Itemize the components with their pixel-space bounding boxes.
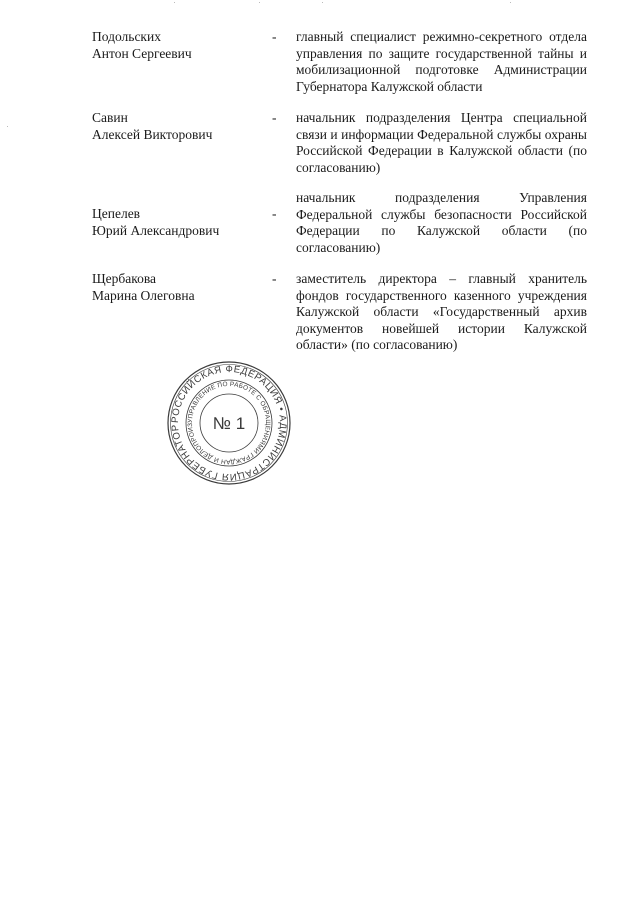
member-position: главный специалист режимно-секретного отдела управления по защите государственной тайны и мобилизационной подготовке Администрации Губернатора Калужской области [296,29,587,94]
member-position: заместитель директора – главный хранитель фондов государственного казенного учреждения Калужской области «Государственный архив документов новейшей истории Калужской области» (по согласованию) [296,271,587,352]
member-surname: Савин [92,110,128,125]
seal-number: № 1 [212,414,246,433]
seal-outer-text: РОССИЙСКАЯ ФЕДЕРАЦИЯ • АДМИНИСТРАЦИЯ ГУБЕРНАТОР [169,363,289,483]
member-given-names: Антон Сергеевич [92,45,192,61]
member-name [92,271,262,304]
member-given-names: Алексей Викторович [92,126,213,142]
scan-speck [174,2,175,3]
scan-speck [322,2,323,3]
member-surname: Щербакова [92,271,157,286]
member-given-names: Марина Олеговна [92,287,195,303]
scan-speck [510,2,511,3]
scan-speck [259,2,260,3]
member-position: начальник подразделения Центра специальной связи и информации Федеральной службы охраны Российской Федерации в Калужской области (по согласованию) [296,110,587,175]
member-surname: Подольских [92,29,161,44]
member-name [92,110,262,143]
official-seal [166,360,292,486]
scan-speck [7,126,8,127]
member-dash: - [272,29,277,44]
member-given-names: Юрий Александрович [92,222,220,238]
member-dash: - [272,206,277,221]
seal-inner-text: УПРАВЛЕНИЕ ПО РАБОТЕ С ОБРАЩЕНИЯМИ ГРАЖДАН И ДЕЛОПРОИЗ [186,380,272,466]
member-name [92,29,262,62]
member-dash: - [272,271,277,286]
member-dash: - [272,110,277,125]
member-name [92,206,262,239]
seal-graphic [166,360,292,486]
member-surname: Цепелев [92,206,141,221]
member-position: начальник подразделения Управления Федеральной службы безопасности Российской Федерации по Калужской области (по согласованию) [296,190,587,255]
